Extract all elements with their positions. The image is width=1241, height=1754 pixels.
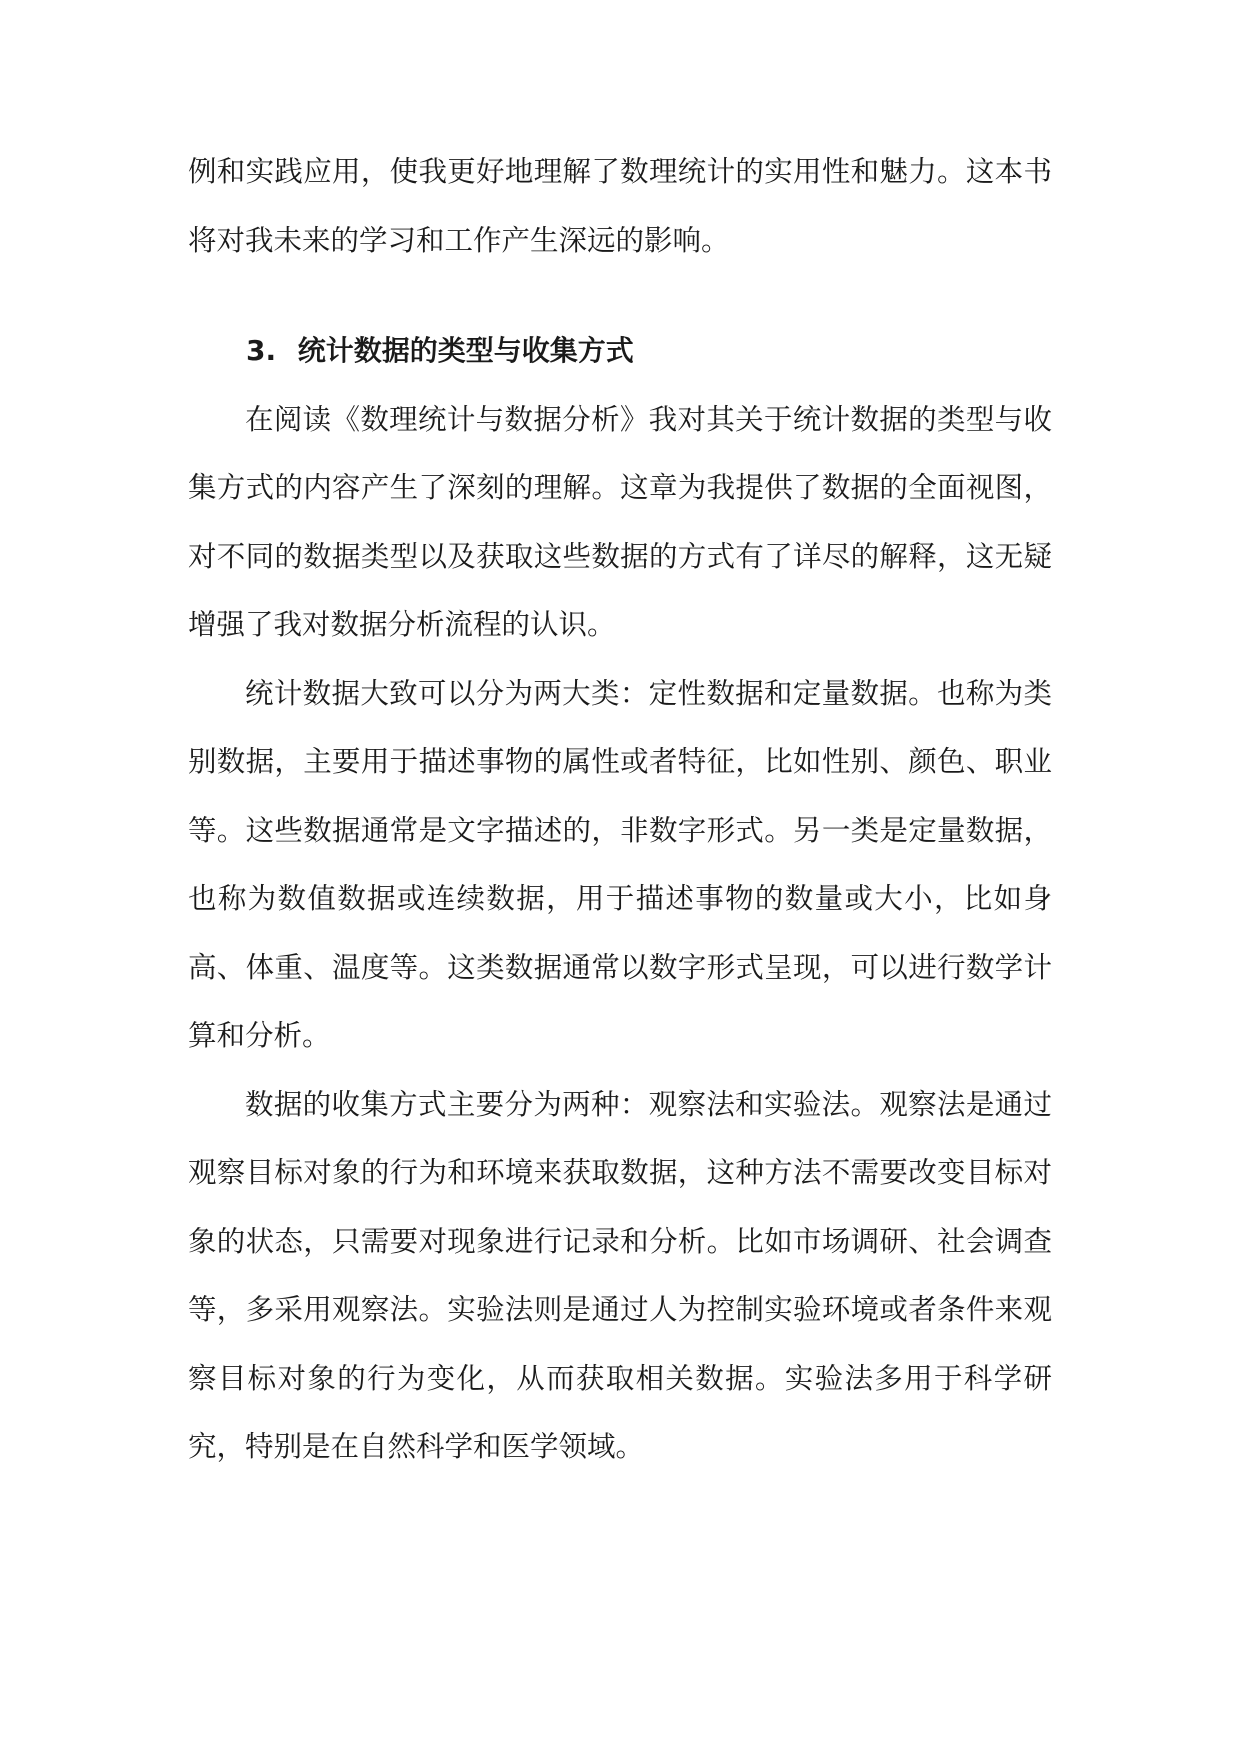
body-paragraph-1: 在阅读《数理统计与数据分析》我对其关于统计数据的类型与收集方式的内容产生了深刻的理解。这章为我提供了数据的全面视图，对不同的数据类型以及获取这些数据的方式有了详尽的解释，这无疑增强了我对数据分析流程的认识。	[188, 402, 1052, 641]
section-number: 3.	[246, 334, 277, 367]
section-heading	[188, 317, 1052, 386]
section-title: 统计数据的类型与收集方式	[297, 334, 634, 367]
body-paragraph-3: 数据的收集方式主要分为两种：观察法和实验法。观察法是通过观察目标对象的行为和环境来获取数据，这种方法不需要改变目标对象的状态，只需要对现象进行记录和分析。比如市场调研、社会调查等，多采用观察法。实验法则是通过人为控制实验环境或者条件来观察目标对象的行为变化，从而获取相关数据。实验法多用于科学研究，特别是在自然科学和医学领域。	[188, 1087, 1052, 1463]
body-paragraph-2: 统计数据大致可以分为两大类：定性数据和定量数据。也称为类别数据，主要用于描述事物的属性或者特征，比如性别、颜色、职业等。这些数据通常是文字描述的，非数字形式。另一类是定量数据，也称为数值数据或连续数据，用于描述事物的数量或大小，比如身高、体重、温度等。这类数据通常以数字形式呈现，可以进行数学计算和分析。	[188, 676, 1052, 1052]
continued-paragraph: 例和实践应用，使我更好地理解了数理统计的实用性和魅力。这本书将对我未来的学习和工作产生深远的影响。	[188, 155, 1052, 257]
document-body	[188, 138, 1052, 1482]
